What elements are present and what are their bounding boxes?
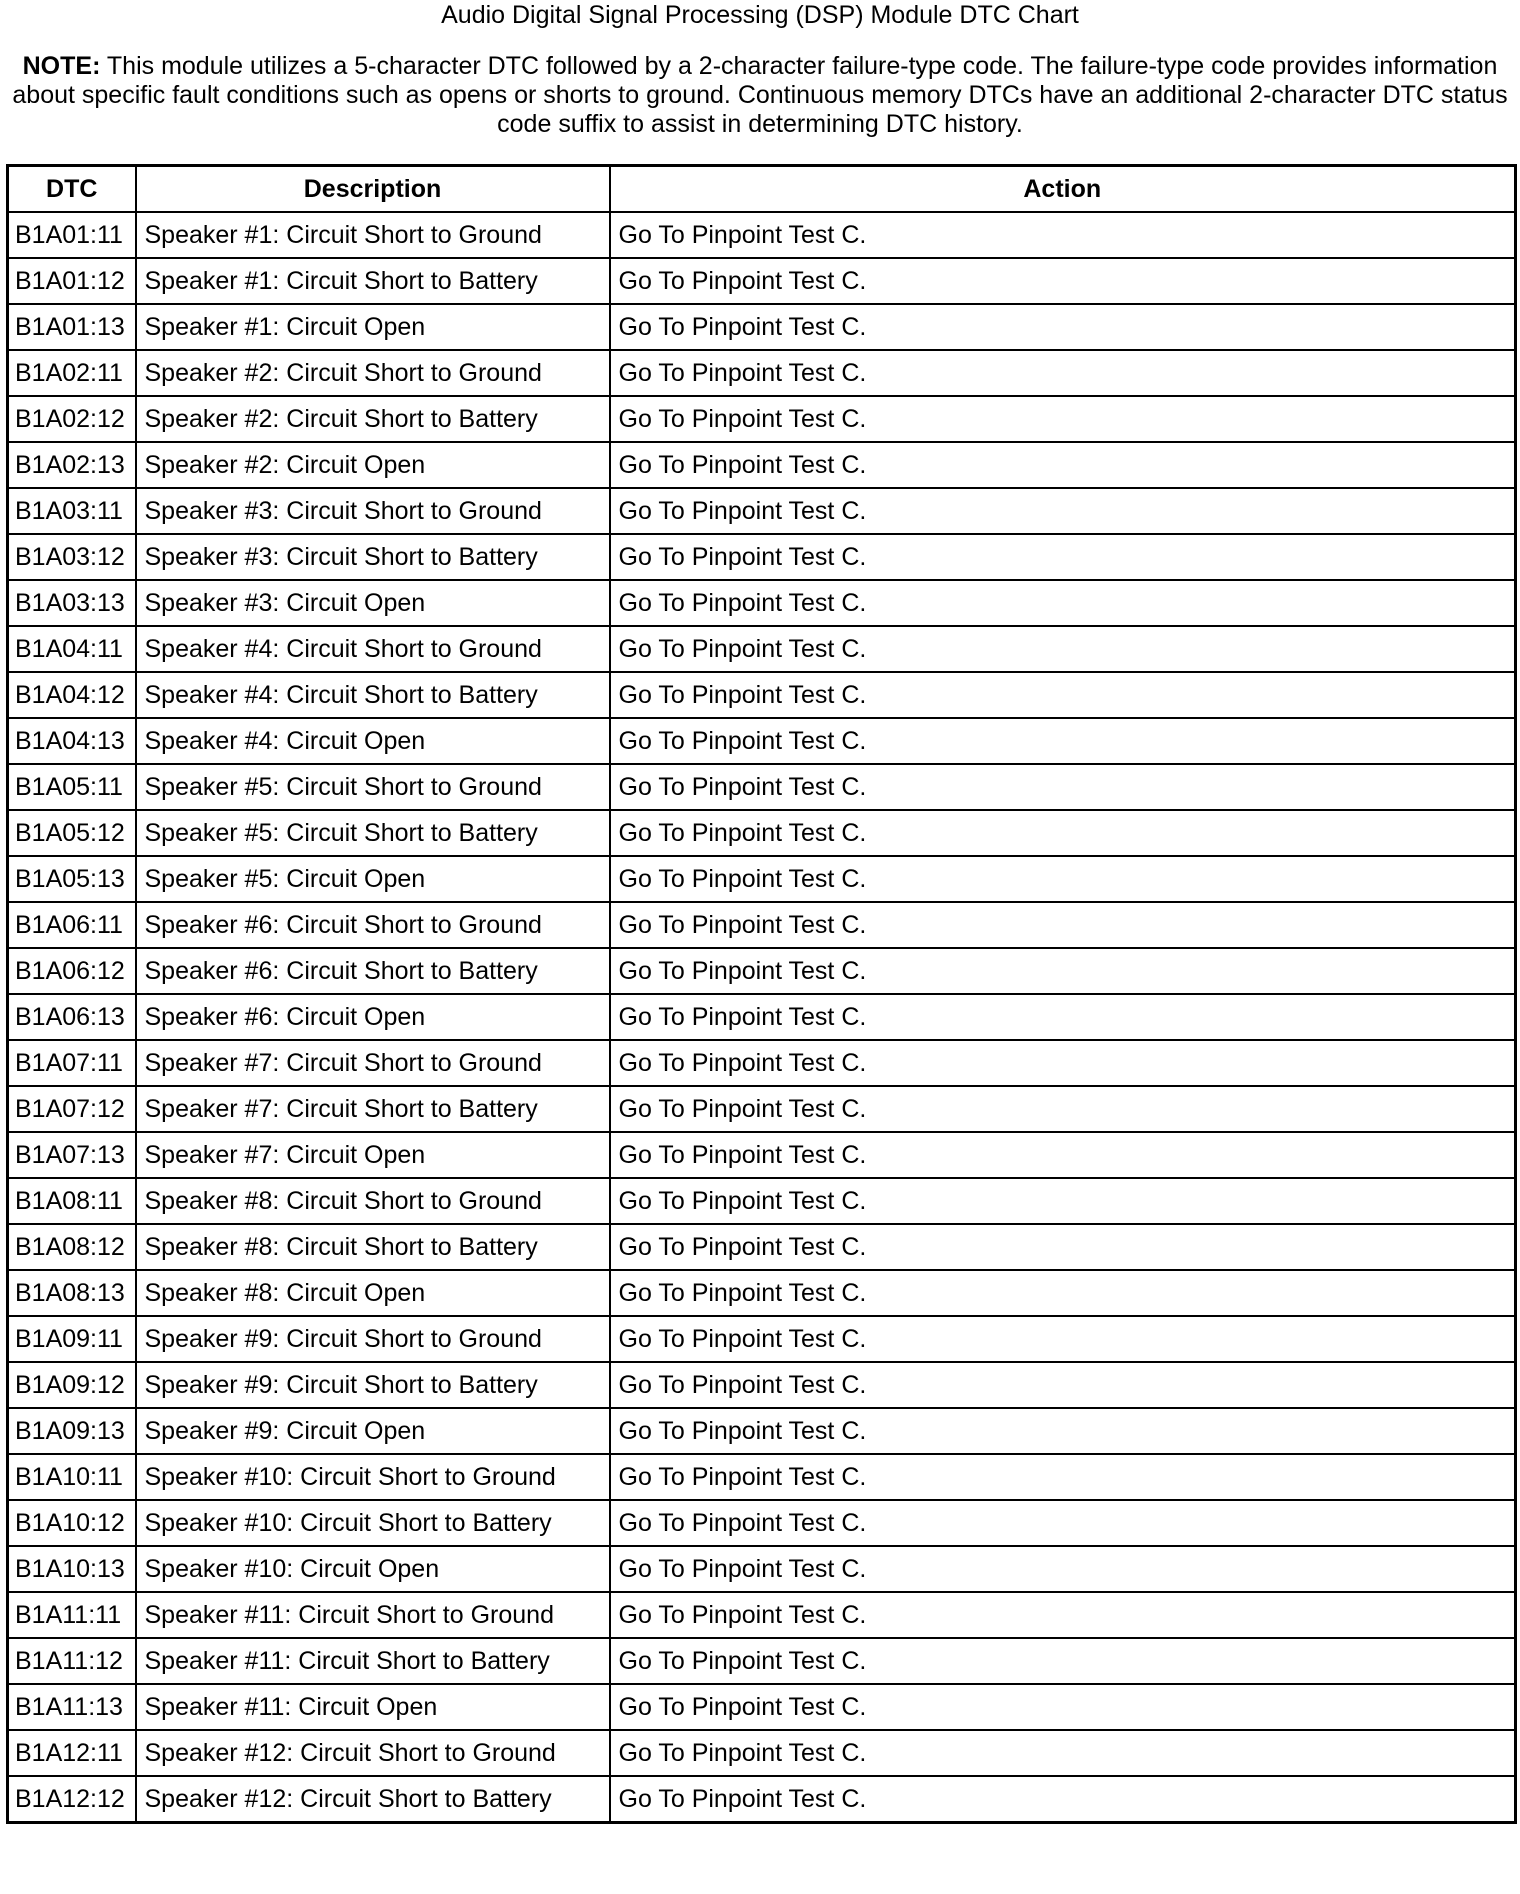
action-cell: Go To Pinpoint Test C. [610, 488, 1516, 534]
description-cell: Speaker #10: Circuit Short to Ground [136, 1454, 610, 1500]
table-row [8, 902, 1516, 948]
table-row [8, 1224, 1516, 1270]
column-header-dtc: DTC [8, 166, 136, 213]
description-cell: Speaker #12: Circuit Short to Ground [136, 1730, 610, 1776]
table-row [8, 764, 1516, 810]
description-cell: Speaker #2: Circuit Short to Ground [136, 350, 610, 396]
table-row [8, 810, 1516, 856]
dtc-code-cell: B1A10:13 [8, 1546, 136, 1592]
table-row [8, 442, 1516, 488]
dtc-code-cell: B1A02:13 [8, 442, 136, 488]
action-cell: Go To Pinpoint Test C. [610, 1684, 1516, 1730]
dtc-code-cell: B1A08:11 [8, 1178, 136, 1224]
note-line-1 [0, 52, 1520, 81]
description-cell: Speaker #11: Circuit Short to Battery [136, 1638, 610, 1684]
dtc-code-cell: B1A04:11 [8, 626, 136, 672]
note-line-3: code suffix to assist in determining DTC history. [497, 110, 1023, 138]
table-row [8, 1040, 1516, 1086]
action-cell: Go To Pinpoint Test C. [610, 1316, 1516, 1362]
description-cell: Speaker #10: Circuit Open [136, 1546, 610, 1592]
dtc-code-cell: B1A05:12 [8, 810, 136, 856]
table-row [8, 718, 1516, 764]
description-cell: Speaker #7: Circuit Open [136, 1132, 610, 1178]
action-cell: Go To Pinpoint Test C. [610, 1592, 1516, 1638]
dtc-code-cell: B1A11:12 [8, 1638, 136, 1684]
action-cell: Go To Pinpoint Test C. [610, 1776, 1516, 1823]
dtc-code-cell: B1A04:12 [8, 672, 136, 718]
table-row [8, 1178, 1516, 1224]
action-cell: Go To Pinpoint Test C. [610, 580, 1516, 626]
table-row [8, 1730, 1516, 1776]
action-cell: Go To Pinpoint Test C. [610, 764, 1516, 810]
action-cell: Go To Pinpoint Test C. [610, 1638, 1516, 1684]
description-cell: Speaker #2: Circuit Short to Battery [136, 396, 610, 442]
dtc-code-cell: B1A10:12 [8, 1500, 136, 1546]
description-cell: Speaker #1: Circuit Open [136, 304, 610, 350]
dtc-code-cell: B1A04:13 [8, 718, 136, 764]
action-cell: Go To Pinpoint Test C. [610, 856, 1516, 902]
table-row [8, 304, 1516, 350]
table-row [8, 626, 1516, 672]
dtc-code-cell: B1A07:11 [8, 1040, 136, 1086]
action-cell: Go To Pinpoint Test C. [610, 1132, 1516, 1178]
table-row [8, 1454, 1516, 1500]
action-cell: Go To Pinpoint Test C. [610, 350, 1516, 396]
description-cell: Speaker #1: Circuit Short to Battery [136, 258, 610, 304]
table-row [8, 350, 1516, 396]
action-cell: Go To Pinpoint Test C. [610, 1362, 1516, 1408]
action-cell: Go To Pinpoint Test C. [610, 1546, 1516, 1592]
description-cell: Speaker #2: Circuit Open [136, 442, 610, 488]
table-body [8, 212, 1516, 1823]
note-text-1: This module utilizes a 5-character DTC followed by a 2-character failure-type code. The failure-type code provides information [100, 52, 1498, 80]
table-row [8, 1132, 1516, 1178]
column-header-action: Action [610, 166, 1516, 213]
action-cell: Go To Pinpoint Test C. [610, 994, 1516, 1040]
dtc-code-cell: B1A06:11 [8, 902, 136, 948]
dtc-code-cell: B1A05:13 [8, 856, 136, 902]
dtc-code-cell: B1A01:11 [8, 212, 136, 258]
description-cell: Speaker #6: Circuit Short to Battery [136, 948, 610, 994]
description-cell: Speaker #9: Circuit Open [136, 1408, 610, 1454]
table-row [8, 994, 1516, 1040]
action-cell: Go To Pinpoint Test C. [610, 1224, 1516, 1270]
table-row [8, 1546, 1516, 1592]
table-row [8, 948, 1516, 994]
table-row [8, 672, 1516, 718]
table-row [8, 1270, 1516, 1316]
description-cell: Speaker #6: Circuit Short to Ground [136, 902, 610, 948]
description-cell: Speaker #5: Circuit Open [136, 856, 610, 902]
description-cell: Speaker #5: Circuit Short to Battery [136, 810, 610, 856]
description-cell: Speaker #4: Circuit Open [136, 718, 610, 764]
table-row [8, 1408, 1516, 1454]
description-cell: Speaker #3: Circuit Short to Battery [136, 534, 610, 580]
dtc-code-cell: B1A01:13 [8, 304, 136, 350]
note-paragraph [0, 52, 1520, 139]
description-cell: Speaker #5: Circuit Short to Ground [136, 764, 610, 810]
description-cell: Speaker #11: Circuit Short to Ground [136, 1592, 610, 1638]
dtc-code-cell: B1A12:12 [8, 1776, 136, 1823]
table-row [8, 1086, 1516, 1132]
action-cell: Go To Pinpoint Test C. [610, 1454, 1516, 1500]
dtc-code-cell: B1A11:13 [8, 1684, 136, 1730]
description-cell: Speaker #8: Circuit Short to Battery [136, 1224, 610, 1270]
table-row [8, 580, 1516, 626]
table-row [8, 1362, 1516, 1408]
dtc-code-cell: B1A11:11 [8, 1592, 136, 1638]
table-row [8, 1776, 1516, 1823]
action-cell: Go To Pinpoint Test C. [610, 672, 1516, 718]
dtc-code-cell: B1A02:12 [8, 396, 136, 442]
dtc-code-cell: B1A05:11 [8, 764, 136, 810]
action-cell: Go To Pinpoint Test C. [610, 810, 1516, 856]
column-header-description: Description [136, 166, 610, 213]
dtc-code-cell: B1A12:11 [8, 1730, 136, 1776]
table-row [8, 396, 1516, 442]
table-row [8, 212, 1516, 258]
description-cell: Speaker #7: Circuit Short to Battery [136, 1086, 610, 1132]
dtc-code-cell: B1A08:13 [8, 1270, 136, 1316]
action-cell: Go To Pinpoint Test C. [610, 1730, 1516, 1776]
table-row [8, 1638, 1516, 1684]
description-cell: Speaker #6: Circuit Open [136, 994, 610, 1040]
dtc-code-cell: B1A09:11 [8, 1316, 136, 1362]
description-cell: Speaker #9: Circuit Short to Ground [136, 1316, 610, 1362]
table-row [8, 1500, 1516, 1546]
description-cell: Speaker #8: Circuit Open [136, 1270, 610, 1316]
action-cell: Go To Pinpoint Test C. [610, 1178, 1516, 1224]
action-cell: Go To Pinpoint Test C. [610, 718, 1516, 764]
dtc-code-cell: B1A07:12 [8, 1086, 136, 1132]
dtc-code-cell: B1A03:11 [8, 488, 136, 534]
action-cell: Go To Pinpoint Test C. [610, 948, 1516, 994]
page-title: Audio Digital Signal Processing (DSP) Module DTC Chart [441, 1, 1079, 29]
note-line-2: about specific fault conditions such as opens or shorts to ground. Continuous memory DTCs have an additional 2-character DTC status [12, 81, 1508, 109]
table-row [8, 488, 1516, 534]
action-cell: Go To Pinpoint Test C. [610, 1040, 1516, 1086]
action-cell: Go To Pinpoint Test C. [610, 1500, 1516, 1546]
dtc-code-cell: B1A09:13 [8, 1408, 136, 1454]
action-cell: Go To Pinpoint Test C. [610, 442, 1516, 488]
action-cell: Go To Pinpoint Test C. [610, 212, 1516, 258]
action-cell: Go To Pinpoint Test C. [610, 1270, 1516, 1316]
dtc-table [6, 164, 1517, 1824]
dtc-code-cell: B1A10:11 [8, 1454, 136, 1500]
action-cell: Go To Pinpoint Test C. [610, 396, 1516, 442]
description-cell: Speaker #9: Circuit Short to Battery [136, 1362, 610, 1408]
dtc-code-cell: B1A02:11 [8, 350, 136, 396]
dtc-code-cell: B1A07:13 [8, 1132, 136, 1178]
description-cell: Speaker #7: Circuit Short to Ground [136, 1040, 610, 1086]
action-cell: Go To Pinpoint Test C. [610, 626, 1516, 672]
action-cell: Go To Pinpoint Test C. [610, 1086, 1516, 1132]
table-header-row [8, 166, 1516, 213]
dtc-code-cell: B1A06:13 [8, 994, 136, 1040]
description-cell: Speaker #11: Circuit Open [136, 1684, 610, 1730]
action-cell: Go To Pinpoint Test C. [610, 534, 1516, 580]
description-cell: Speaker #12: Circuit Short to Battery [136, 1776, 610, 1823]
dtc-code-cell: B1A03:13 [8, 580, 136, 626]
table-row [8, 1316, 1516, 1362]
action-cell: Go To Pinpoint Test C. [610, 258, 1516, 304]
action-cell: Go To Pinpoint Test C. [610, 1408, 1516, 1454]
action-cell: Go To Pinpoint Test C. [610, 902, 1516, 948]
table-row [8, 258, 1516, 304]
description-cell: Speaker #4: Circuit Short to Battery [136, 672, 610, 718]
note-label: NOTE: [22, 52, 101, 80]
action-cell: Go To Pinpoint Test C. [610, 304, 1516, 350]
description-cell: Speaker #4: Circuit Short to Ground [136, 626, 610, 672]
description-cell: Speaker #10: Circuit Short to Battery [136, 1500, 610, 1546]
dtc-code-cell: B1A09:12 [8, 1362, 136, 1408]
table-row [8, 1684, 1516, 1730]
dtc-code-cell: B1A06:12 [8, 948, 136, 994]
table-row [8, 1592, 1516, 1638]
table-row [8, 856, 1516, 902]
table-row [8, 534, 1516, 580]
description-cell: Speaker #3: Circuit Short to Ground [136, 488, 610, 534]
description-cell: Speaker #3: Circuit Open [136, 580, 610, 626]
description-cell: Speaker #8: Circuit Short to Ground [136, 1178, 610, 1224]
dtc-code-cell: B1A01:12 [8, 258, 136, 304]
dtc-code-cell: B1A08:12 [8, 1224, 136, 1270]
dtc-code-cell: B1A03:12 [8, 534, 136, 580]
description-cell: Speaker #1: Circuit Short to Ground [136, 212, 610, 258]
